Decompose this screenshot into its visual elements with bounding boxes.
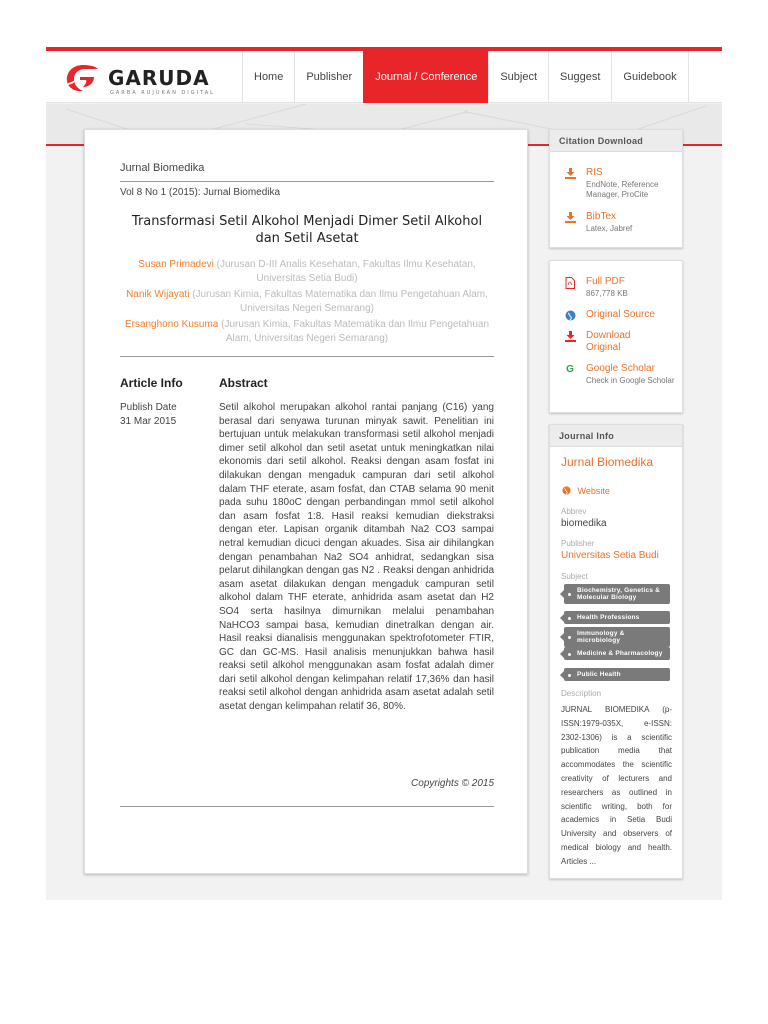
full-pdf-label[interactable]: Full PDF [586,276,625,287]
google-scholar-label[interactable]: Google Scholar [586,363,655,374]
main-nav [242,51,689,103]
navbar [46,51,722,103]
journal-info-panel [549,424,683,879]
abbrev-label: Abbrev [561,507,587,516]
nav-subject[interactable]: Subject [488,51,548,103]
document-links-panel [549,260,683,413]
download-icon [564,168,576,180]
article-card [84,129,528,874]
author-entry [120,258,494,286]
website-label[interactable]: Website [577,486,610,496]
google-scholar-sub: Check in Google Scholar [586,376,675,385]
author-affiliation: (Jurusan Kimia, Fakultas Matematika dan Ilmu Pengetahuan Alam, Universitas Negeri Semarang) [189,289,488,314]
author-entry [120,288,494,316]
divider [120,806,494,807]
brand-tagline: GARBA RUJUKAN DIGITAL [110,90,215,96]
journal-info-heading: Journal Info [550,425,682,447]
article-info-heading: Article Info [120,376,183,390]
globe-icon [564,310,576,322]
description-label: Description [561,689,602,698]
author-name[interactable]: Nanik Wijayati [126,289,190,300]
publisher-label: Publisher [561,539,595,548]
bibtex-link[interactable]: BibTex [586,211,617,222]
subject-tag[interactable]: Biochemistry, Genetics & Molecular Biology [564,584,670,604]
google-icon: G [566,364,574,375]
abstract-text: Setil alkohol merupakan alkohol rantai panjang (C16) yang berasal dari senyawa turunan minyak sawit. Penelitian ini bertujuan untuk melakukan transformasi setil alkohol menjadi dimer setil alkohol dan setil asetat untuk meningkatkan nilai ekonomis dari setil alkohol. Reaksi dengan asam fosfat ini dilakukan dengan mengaduk campuran dari setil alkohol dalam THF eterate, asam fosfat, dan CTAB selama 90 menit pada suhu 180oC dengan perbandingan mmol setil alkohol dan asam fosfat 1:8. Hasil reaksi kemudian diekstraksi dengan eter. Lapisan organik ditambah Na2 CO3 sampai netral kemudian dicuci dengan akuades. Sisa air dihilangkan dengan penambahan Na2 SO4 anhidrat, sedangkan sisa pelarut dihilangkan dengan gas N2 . Reaksi dengan anhidrida asam asetat dilakukan dengan mengaduk campuran setil alkohol dalam THF eterate, anhidrida asam asetat dan H2 SO4 serta hasilnya dimurnikan melalui penambahan NaHCO3 sampai basa, kemudian dinetralkan dengan air. Hasil reaksi dianalisis menggunakan spektrofotometer FTIR, GC dan GC-MS. Hasil analisis menunjukkan bahwa hasil reaksi setil alkohol menggunakan asam fosfat adalah dimer dari setil alkohol dengan kelimpahan relatif 17,36% dan hasil reaksi setil alkohol dengan anhidrida asam asetat adalah setil asetat dengan kelimpahan relatif 36, 80%. [219,402,494,713]
nav-publisher[interactable]: Publisher [294,51,363,103]
publisher-value[interactable]: Universitas Setia Budi [561,550,659,561]
journal-description: JURNAL BIOMEDIKA (p-ISSN:1979-035X, e-ISSN: 2302-1306) is a scientific publication media that accommodates the scientific creativity of lecturers and researchers as outlined in scientific writing, both for academics in Setia Budi University and observers of medical biology and health. Articles ... [561,705,672,866]
abbrev-value: biomedika [561,518,607,529]
globe-icon [562,486,571,495]
website-link[interactable] [562,486,610,496]
download-icon [564,212,576,224]
abstract-heading: Abstract [219,376,268,390]
subject-tag[interactable]: Immunology & microbiology [564,627,670,647]
volume-issue[interactable]: Vol 8 No 1 (2015): Jurnal Biomedika [120,187,281,198]
copyright: Copyrights © 2015 [411,778,494,789]
ris-link[interactable]: RIS [586,167,603,178]
nav-guidebook[interactable]: Guidebook [611,51,688,103]
article-title: Transformasi Setil Alkohol Menjadi Dimer Setil Alkohol dan Setil Asetat [131,214,483,246]
author-entry [120,318,494,346]
nav-journal-conference[interactable]: Journal / Conference [363,51,488,103]
nav-home[interactable]: Home [242,51,294,103]
download-original-label[interactable]: Download Original [586,330,631,353]
subject-label: Subject [561,572,588,581]
subject-tag[interactable]: Medicine & Pharmacology [564,647,670,660]
publish-date-label: Publish Date [120,402,177,413]
download-icon [564,331,576,343]
original-source-label[interactable]: Original Source [586,309,655,320]
pdf-icon [564,277,576,289]
subject-tag[interactable]: Health Professions [564,611,670,624]
nav-suggest[interactable]: Suggest [548,51,611,103]
brand-name: GARUDA [108,66,210,90]
author-name[interactable]: Ersanghono Kusuma [124,319,219,330]
divider [120,181,494,182]
citation-heading: Citation Download [550,130,682,152]
author-name[interactable]: Susan Primadevi [138,259,214,270]
journal-name[interactable]: Jurnal Biomedika [120,162,205,174]
author-list [120,258,494,348]
garuda-bird-icon [64,63,104,93]
subject-tag[interactable]: Public Health [564,668,670,681]
divider [120,356,494,357]
author-affiliation: (Jurusan D-III Analis Kesehatan, Fakultas Ilmu Kesehatan, Universitas Setia Budi) [213,259,476,284]
bibtex-formats: Latex, Jabref [586,224,633,233]
citation-download-panel [549,129,683,248]
page [46,47,722,900]
journal-info-name[interactable]: Jurnal Biomedika [561,455,654,469]
author-affiliation: (Jurusan Kimia, Fakultas Matematika dan Ilmu Pengetahuan Alam, Universitas Negeri Semarang) [218,319,490,344]
ris-formats: EndNote, Reference Manager, ProCite [586,180,659,199]
pdf-size: 867,778 KB [586,289,628,298]
garuda-logo[interactable] [64,63,234,96]
publish-date: 31 Mar 2015 [120,416,177,427]
